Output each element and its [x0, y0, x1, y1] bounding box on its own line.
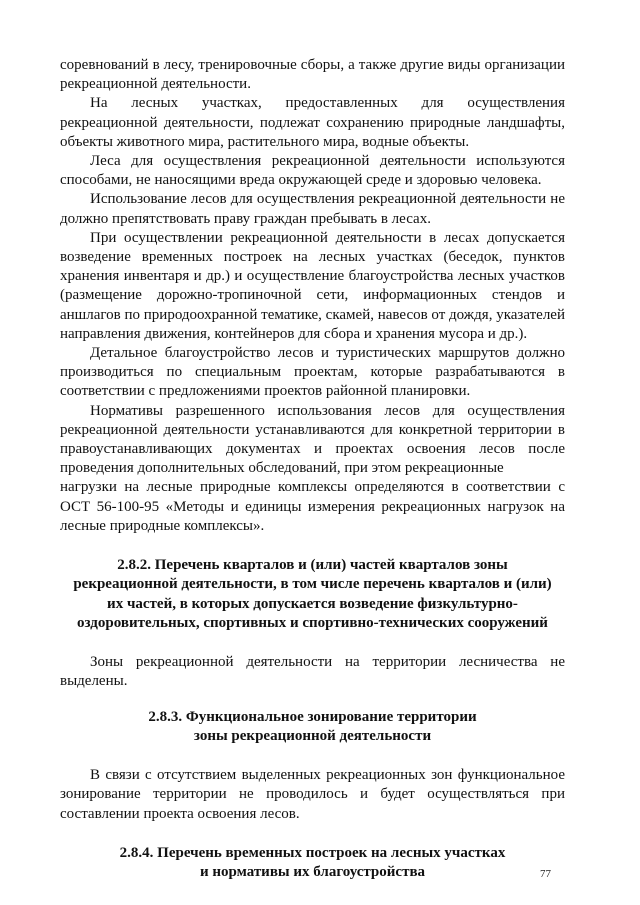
paragraph-detailed-improvement: Детальное благоустройство лесов и туристических маршрутов должно производиться по специальным проектам, которые разрабатываются в соответствии с предложениями проектов районной планировки.	[60, 345, 565, 400]
document-page	[60, 56, 565, 882]
paragraph-citizen-rights: Использование лесов для осуществления рекреационной деятельности не должно препятствовать праву граждан пребывать в лесах.	[60, 191, 565, 227]
page-number: 77	[540, 868, 551, 880]
paragraph-loads: нагрузки на лесные природные комплексы определяются в соответствии с ОСТ 56-100-95 «Методы и единицы измерения рекреационных нагрузок на лесные природные комплексы».	[60, 479, 565, 534]
paragraph-temporary-buildings: При осуществлении рекреационной деятельности в лесах допускается возведение временных построек на лесных участках (беседок, пунктов хранения инвентаря и др.) и осуществление благоустройства лесных участков (размещение дорожно-тропиночной сети, информационных стендов и аншлагов по природоохранной тематике, скамей, навесов от дождя, указателей направления движения, контейнеров для сбора и хранения мусора и др.).	[60, 229, 565, 342]
section-heading-2-8-4: 2.8.4. Перечень временных построек на лесных участках и нормативы их благоустройства	[119, 844, 506, 881]
section-heading-2-8-3: 2.8.3. Функциональное зонирование территории зоны рекреационной деятельности	[148, 708, 477, 744]
paragraph-functional-zoning: В связи с отсутствием выделенных рекреационных зон функциональное зонирование территории не проводилось и будет осуществляться при составлении проекта освоения лесов.	[60, 767, 565, 822]
paragraph-continuation: соревнований в лесу, тренировочные сборы, а также другие виды организации рекреационной деятельности.	[60, 57, 565, 93]
paragraph-methods: Леса для осуществления рекреационной деятельности используются способами, не наносящими вреда окружающей среде и здоровью человека.	[60, 153, 565, 189]
section-heading-2-8-2: 2.8.2. Перечень кварталов и (или) частей кварталов зоны рекреационной деятельности, в том числе перечень кварталов и (или) их частей, в которых допускается возведение физкультурно-оздоровительных, спортивных и спортивно-технических сооружений	[73, 557, 552, 631]
paragraph-zones: Зоны рекреационной деятельности на территории лесничества не выделены.	[60, 654, 565, 690]
paragraph-landscapes: На лесных участках, предоставленных для осуществления рекреационной деятельности, подлежат сохранению природные ландшафты, объекты животного мира, растительного мира, водные объекты.	[60, 95, 565, 150]
paragraph-norms: Нормативы разрешенного использования лесов для осуществления рекреационной деятельности устанавливаются для конкретной территории в правоустанавливающих документах и проектах освоения лесов после проведения дополнительных обследований, при этом рекреационные	[60, 402, 565, 477]
